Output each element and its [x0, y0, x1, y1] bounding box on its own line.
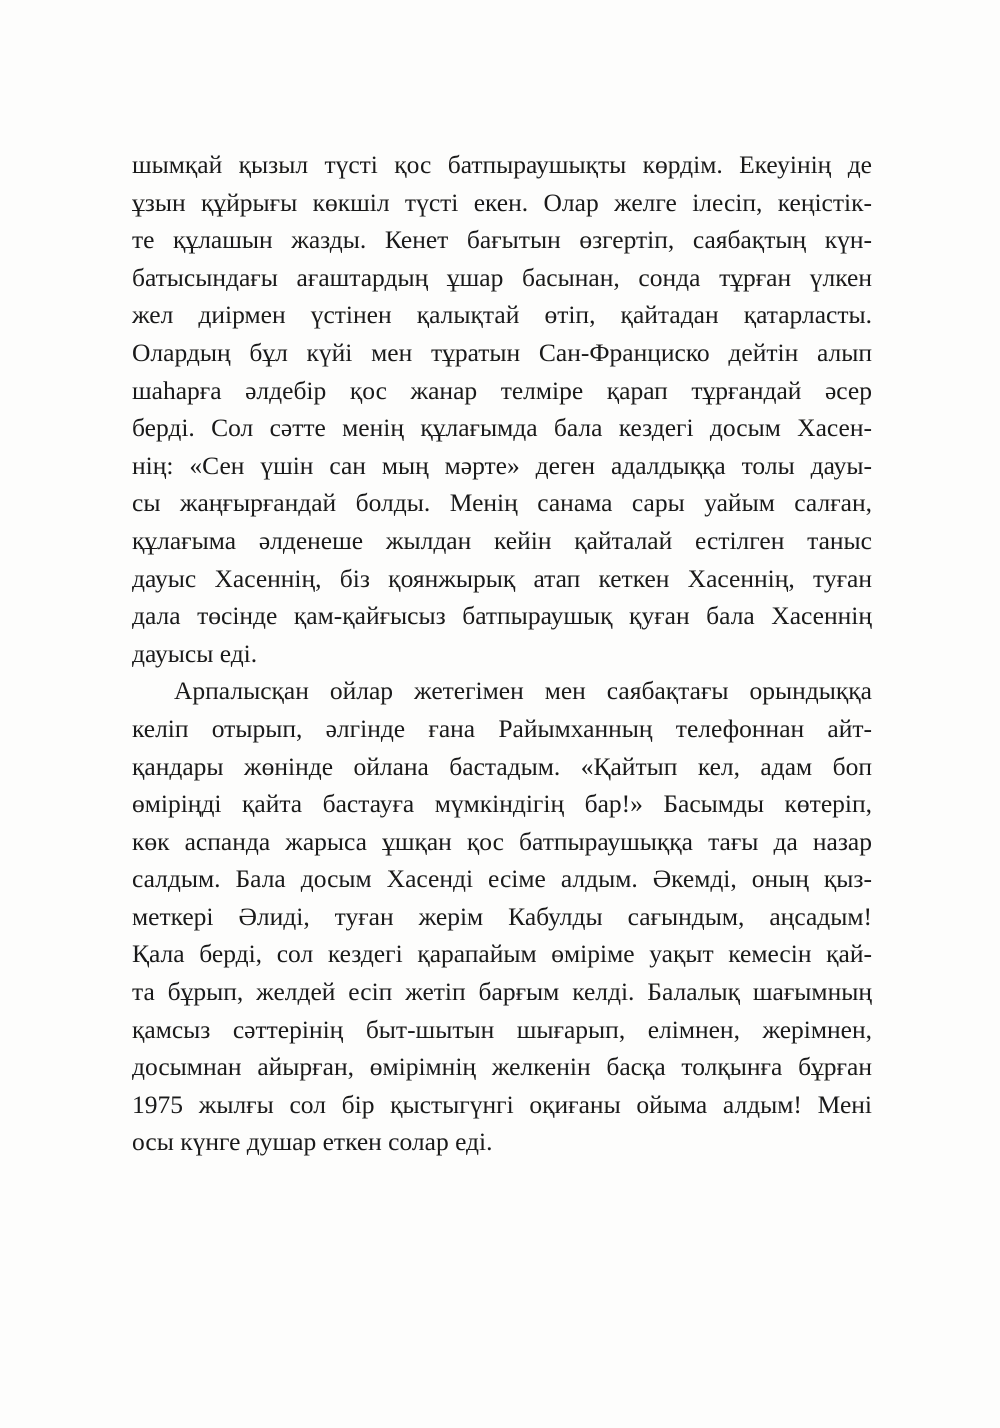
text-line: шаһарға әлдебір қос жанар телміре қарап тұрғандай әсер — [132, 375, 872, 405]
text-line: дауыс Хасеннің, біз қоянжырық атап кеткен Хасеннің, туған — [132, 563, 872, 593]
text-line: батысындағы ағаштардың ұшар басынан, сонда тұрған үлкен — [132, 262, 872, 292]
text-line: қандары жөнінде ойлана бастадым. «Қайтып кел, адам боп — [132, 751, 872, 781]
text-line: қамсыз сәттерінің быт-шытын шығарып, елімнен, жерімнен, — [132, 1014, 872, 1044]
text-line: та бұрып, желдей есіп жетіп барғым келді. Балалық шағымның — [132, 977, 872, 1007]
text-line: Олардың бұл күйі мен тұратын Сан-Франциско дейтін алып — [132, 337, 872, 367]
text-line: осы күнге душар еткен солар еді. — [132, 1127, 493, 1157]
text-line: дала төсінде қам-қайғысыз батпыраушық қуған бала Хасеннің — [132, 601, 872, 631]
text-line: келіп отырып, әлгінде ғана Райымханның телефоннан айт- — [132, 713, 872, 743]
text-line: сы жаңғырғандай болды. Менің санама сары уайым салған, — [132, 488, 872, 518]
text-line: шымқай қызыл түсті қос батпыраушықты көрдім. Екеуінің де — [132, 150, 872, 179]
text-line: те құлашын жазды. Кенет бағытын өзгертіп, саябақтың күн- — [132, 225, 872, 255]
text-line: дауысы еді. — [132, 638, 258, 668]
text-line: ұзын құйрығы көкшіл түсті екен. Олар желге ілесіп, кеңістік- — [132, 187, 872, 217]
paragraph-1 — [132, 146, 872, 672]
text-line: 1975 жылғы сол бір қыстыгүнгі оқиғаны ойыма алдым! Мені — [132, 1089, 872, 1119]
text-line: берді. Сол сәтте менің құлағымда бала кездегі досым Хасен- — [132, 413, 872, 443]
text-line: өміріңді қайта бастауға мүмкіндігің бар!» Басымды көтеріп, — [132, 789, 872, 819]
text-line: меткері Әлиді, туған жерім Кабулды сағындым, аңсадым! — [132, 901, 872, 931]
body-text — [132, 146, 872, 1161]
text-line: Арпалысқан ойлар жетегімен мен саябақтағы орындыққа — [174, 676, 872, 706]
paragraph-2 — [132, 672, 872, 1161]
text-line: досымнан айырған, өмірімнің желкенін басқа толқынға бұрған — [132, 1052, 872, 1082]
text-line: нің: «Сен үшін сан мың мәрте» деген адалдыққа толы дауы- — [132, 450, 872, 480]
text-line: салдым. Бала досым Хасенді есіме алдым. Әкемді, оның қыз- — [132, 864, 872, 894]
text-line: жел диірмен үстінен қалықтай өтіп, қайтадан қатарласты. — [132, 300, 872, 330]
text-line: Қала берді, сол кездегі қарапайым өміріме уақыт кемесін қай- — [132, 939, 872, 969]
text-line: құлағыма әлденеше жылдан кейін қайталай естілген таныс — [132, 525, 872, 555]
text-line: көк аспанда жарыса ұшқан қос батпыраушыққа тағы да назар — [132, 826, 872, 856]
